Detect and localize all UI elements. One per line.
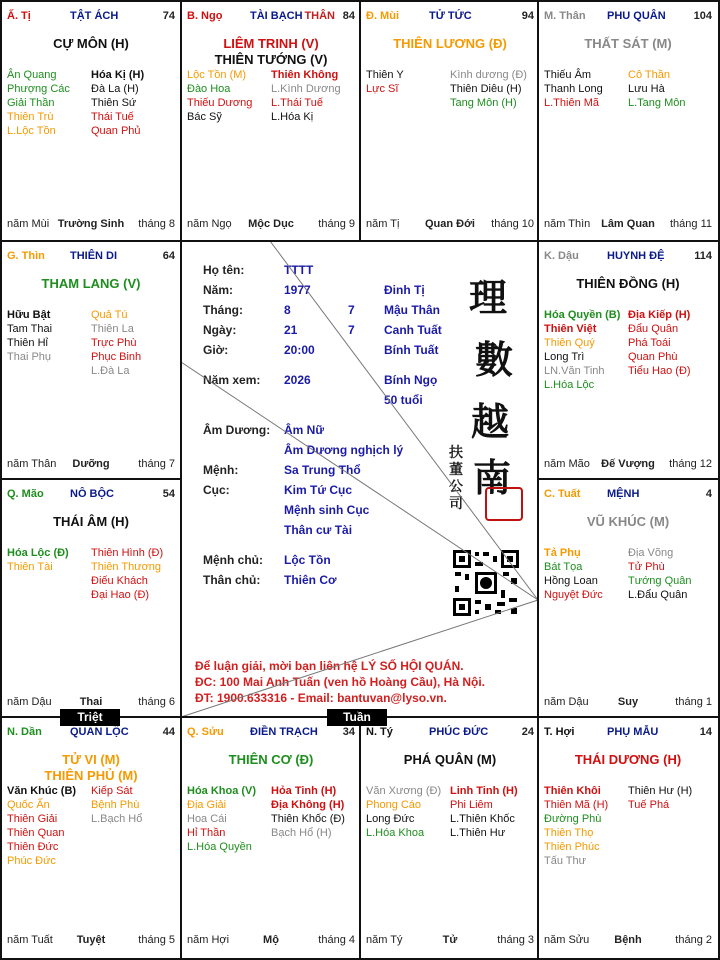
palace-branch: G. Thìn (7, 250, 45, 262)
ho-ten-value: TTTT (284, 263, 314, 277)
minor-star: Hỉ Thần (187, 827, 226, 839)
palace-year: năm Dậu (544, 696, 589, 708)
palace-name: QUAN LỘC (70, 726, 129, 738)
palace-name: NÔ BỘC (70, 488, 114, 500)
palace-month: tháng 6 (138, 696, 175, 708)
palace-age: 24 (521, 726, 534, 738)
am-duong-ly: Âm Dương nghịch lý (284, 443, 404, 457)
minor-star: Hữu Bật (7, 309, 51, 321)
cuc-label: Cục: (203, 483, 230, 497)
minor-star: L.Tang Môn (628, 97, 686, 109)
palace-name: TÀI BẠCH (250, 10, 303, 22)
palace-branch: K. Dậu (544, 250, 579, 262)
menh-value: Sa Trung Thổ (284, 463, 361, 477)
minor-star: Thiên Việt (544, 323, 597, 335)
tuoi-value: 50 tuổi (384, 393, 423, 407)
than-chu-label: Thân chủ: (203, 573, 261, 587)
minor-star: Đường Phù (544, 813, 602, 825)
palace-age: 74 (162, 10, 175, 22)
nam-xem-label: Năm xem: (203, 373, 261, 387)
palace-age: 104 (693, 10, 712, 22)
seal-char-3: 公 (449, 479, 463, 495)
main-star: PHÁ QUÂN (M) (403, 752, 497, 767)
palace-branch: Ấ. Tị (7, 10, 31, 22)
palace-name: TẬT ÁCH (70, 10, 119, 22)
palace-age: 4 (705, 488, 712, 500)
palace-name: TỬ TỨC (429, 10, 472, 22)
palace-year: năm Tị (366, 218, 400, 230)
minor-star: Tang Môn (H) (450, 97, 517, 109)
minor-star: L.Hóa Kị (271, 111, 314, 123)
palace-year: năm Dậu (7, 696, 52, 708)
palace-stage: Mộ (263, 934, 279, 946)
ngay-label: Ngày: (203, 323, 237, 337)
ngay-can-chi: Canh Tuất (384, 323, 442, 337)
connector-line-3 (181, 600, 538, 717)
thang-label: Tháng: (203, 303, 243, 317)
minor-star: L.Bạch Hổ (91, 813, 143, 825)
minor-star: Hóa Lộc (Đ) (7, 547, 69, 559)
grid-line (0, 478, 181, 480)
minor-star: L.Hóa Quyền (187, 841, 252, 853)
palace-year: năm Ngọ (187, 218, 232, 230)
ho-ten-label: Họ tên: (203, 263, 245, 277)
minor-star: Lộc Tồn (M) (187, 69, 247, 81)
palace-month: tháng 12 (669, 458, 712, 470)
minor-star: Tam Thai (7, 323, 53, 335)
palace-branch: Q. Sửu (187, 726, 224, 738)
main-star: THIÊN ĐỒNG (H) (576, 276, 680, 291)
minor-star: Hồng Loan (544, 575, 598, 587)
palace-age: 14 (699, 726, 712, 738)
palace-branch: N. Tý (366, 726, 393, 738)
minor-star: Tả Phụ (544, 547, 581, 559)
than-cu: Thân cư Tài (284, 523, 353, 537)
palace-year: năm Thìn (544, 218, 591, 230)
grid-line (180, 0, 182, 242)
minor-star: Phi Liêm (450, 799, 493, 811)
palace-age: 64 (162, 250, 175, 262)
minor-star: Nguyệt Đức (544, 589, 603, 601)
minor-star: Tuế Phá (628, 799, 670, 811)
palace-branch: M. Thân (544, 10, 586, 22)
minor-star: Thiên Đức (7, 841, 59, 853)
palace-year: năm Thân (7, 458, 57, 470)
seal-char-1: 扶 (449, 445, 463, 461)
palace-month: tháng 11 (669, 218, 712, 230)
palace-stage: Mộc Dục (248, 218, 294, 230)
nam-xem-value: 2026 (284, 373, 311, 387)
minor-star: Thiên La (91, 323, 134, 335)
minor-star: Lực Sĩ (366, 83, 399, 95)
main-star: THẤT SÁT (M) (584, 36, 672, 51)
minor-star: Quốc Ấn (7, 799, 50, 811)
palace-name: HUYNH ĐỆ (607, 250, 665, 262)
palace-month: tháng 4 (318, 934, 355, 946)
palace-name: PHÚC ĐỨC (429, 726, 489, 738)
minor-star: Quan Phù (628, 351, 678, 363)
minor-star: Phượng Các (7, 83, 70, 95)
minor-star: Phúc Đức (7, 855, 56, 867)
calligraphy-char-2: 數 (475, 337, 514, 382)
minor-star: Thiên Quý (544, 337, 595, 349)
grid-line (537, 0, 539, 960)
nam-can-chi: Đinh Tị (384, 283, 425, 297)
contact-line-3: ĐT: 1900.633316 - Email: bantuvan@lyso.vn. (195, 691, 447, 705)
minor-star: Ân Quang (7, 69, 57, 81)
minor-star: Đào Hoa (187, 83, 231, 95)
minor-star: Tấu Thư (544, 855, 587, 867)
grid-line (180, 716, 182, 960)
minor-star: Điếu Khách (91, 575, 148, 587)
main-star: THIÊN PHỦ (M) (44, 768, 138, 783)
nam-label: Năm: (203, 283, 234, 297)
minor-star: Đại Hao (Đ) (91, 589, 150, 601)
palace-month: tháng 7 (138, 458, 175, 470)
palace-stage: Tuyệt (76, 934, 106, 946)
minor-star: Thiên Không (271, 69, 339, 81)
minor-star: Thiên Y (366, 69, 404, 81)
palace-month: tháng 3 (497, 934, 534, 946)
minor-star: Hóa Kị (H) (91, 69, 145, 81)
palace-month: tháng 1 (675, 696, 712, 708)
am-duong-label: Âm Dương: (203, 423, 271, 437)
palace-branch: Q. Mão (7, 488, 44, 500)
minor-star: Cô Thần (628, 69, 670, 81)
thang-duong: 8 (284, 303, 291, 317)
seal-char-2: 董 (449, 462, 463, 478)
minor-star: Thiên Trù (7, 111, 54, 123)
palace-name: PHỤ MẪU (607, 726, 659, 738)
grid-line (538, 478, 720, 480)
palace-branch: Đ. Mùi (366, 10, 399, 22)
grid-line (180, 240, 182, 718)
palace-stage: Bệnh (614, 934, 642, 946)
seal-char-4: 司 (449, 496, 463, 512)
minor-star: Linh Tinh (H) (450, 785, 518, 797)
palace-branch: T. Hợi (544, 726, 575, 738)
nam-xem-can-chi: Bính Ngọ (384, 373, 438, 387)
palace-year: năm Mùi (7, 218, 50, 230)
palace-stage: Lâm Quan (601, 218, 655, 230)
minor-star: Thái Tuế (91, 111, 134, 123)
minor-star: Thiếu Âm (544, 69, 592, 81)
minor-star: Địa Giải (187, 799, 227, 811)
minor-star: LN.Văn Tinh (544, 365, 605, 377)
palace-age: 44 (162, 726, 175, 738)
palace-branch: C. Tuất (544, 488, 581, 500)
minor-star: Phong Cáo (366, 799, 422, 811)
palace-month: tháng 9 (318, 218, 355, 230)
connector-line-2 (181, 362, 538, 600)
palace-branch: B. Ngọ (187, 10, 223, 22)
palace-stage: Dưỡng (72, 458, 110, 470)
minor-star: Tướng Quân (628, 575, 692, 587)
gio-label: Giờ: (203, 343, 229, 357)
minor-star: Thiên Thương (91, 561, 162, 573)
minor-star: Địa Võng (628, 547, 674, 559)
palace-stage: Trường Sinh (57, 218, 125, 230)
minor-star: L.Hóa Lộc (544, 379, 595, 391)
minor-star: Thiên Thọ (544, 827, 594, 839)
minor-star: Thiên Khốc (Đ) (271, 813, 345, 825)
minor-star: Long Đức (366, 813, 415, 825)
than-tag: THÂN (304, 10, 335, 22)
am-duong-value: Âm Nữ (284, 423, 325, 437)
ngay-duong: 21 (284, 323, 298, 337)
palace-stage: Quan Đới (425, 218, 475, 230)
palace-name: THIÊN DI (70, 250, 118, 262)
minor-star: Phá Toái (628, 337, 671, 349)
contact-line-1: Để luận giải, mời bạn liên hệ LÝ SỐ HỘI QUÁN. (195, 659, 464, 673)
minor-star: Thiên Phúc (544, 841, 600, 853)
minor-star: Hóa Khoa (V) (187, 785, 257, 797)
palace-year: năm Tuất (7, 934, 53, 946)
cuc-value: Kim Tứ Cục (284, 483, 353, 497)
menh-chu-value: Lộc Tồn (284, 553, 331, 567)
menh-chu-label: Mệnh chủ: (203, 553, 263, 567)
main-star: THIÊN LƯƠNG (Đ) (393, 36, 507, 51)
ngay-am: 7 (348, 323, 355, 337)
palace-age: 84 (342, 10, 355, 22)
minor-star: Thiên Hình (Đ) (91, 547, 164, 559)
palace-month: tháng 10 (491, 218, 534, 230)
minor-star: Kiếp Sát (91, 785, 133, 797)
minor-star: Đẩu Quân (628, 323, 679, 335)
cuc-relation: Mệnh sinh Cục (284, 503, 370, 517)
minor-star: Thiên Giải (7, 813, 58, 825)
palace-year: năm Tý (366, 934, 403, 946)
minor-star: L.Thiên Mã (544, 97, 600, 109)
minor-star: Quan Phủ (91, 125, 141, 137)
minor-star: Thanh Long (544, 83, 603, 95)
palace-month: tháng 5 (138, 934, 175, 946)
minor-star: L.Hóa Khoa (366, 827, 425, 839)
minor-star: L.Thái Tuế (271, 97, 323, 109)
grid-line (0, 0, 2, 960)
palace-month: tháng 2 (675, 934, 712, 946)
minor-star: Lưu Hà (628, 83, 665, 95)
minor-star: Thiên Sứ (91, 97, 137, 109)
minor-star: Trực Phù (91, 337, 137, 349)
minor-star: Thiên Hư (H) (628, 785, 693, 797)
minor-star: Bát Tọa (544, 561, 583, 573)
minor-star: Hỏa Tinh (H) (271, 785, 337, 797)
palace-month: tháng 8 (138, 218, 175, 230)
minor-star: L.Đà La (91, 365, 130, 377)
main-star: THÁI DƯƠNG (H) (574, 752, 682, 767)
minor-star: Văn Khúc (B) (7, 785, 77, 797)
palace-age: 94 (521, 10, 534, 22)
minor-star: Quả Tú (91, 309, 128, 321)
main-star: THIÊN CƠ (Đ) (228, 752, 314, 767)
minor-star: Địa Kiếp (H) (628, 309, 691, 321)
than-chu-value: Thiên Cơ (284, 573, 337, 587)
palace-stage: Suy (617, 696, 639, 708)
minor-star: Kình dương (Đ) (450, 69, 527, 81)
tuan-badge: Tuần (327, 709, 387, 726)
minor-star: L.Kình Dương (271, 83, 341, 95)
minor-star: Bạch Hổ (H) (271, 827, 332, 839)
main-star: THAM LANG (V) (41, 276, 141, 291)
palace-year: năm Mão (544, 458, 590, 470)
minor-star: Bệnh Phù (91, 799, 140, 811)
minor-star: Thiên Khôi (544, 785, 601, 797)
menh-label: Mệnh: (203, 463, 239, 477)
palace-age: 34 (342, 726, 355, 738)
palace-stage: Thai (79, 696, 103, 708)
main-star: CỰ MÔN (H) (53, 36, 129, 51)
minor-star: L.Thiên Khốc (450, 813, 515, 825)
main-star: THIÊN TƯỚNG (V) (214, 52, 328, 67)
minor-star: Thiên Diêu (H) (450, 83, 522, 95)
main-star: VŨ KHÚC (M) (586, 514, 670, 529)
main-star: LIÊM TRINH (V) (223, 36, 319, 51)
minor-star: L.Thiên Hư (450, 827, 506, 839)
palace-name: MỆNH (607, 488, 640, 500)
gio-can-chi: Bính Tuất (384, 343, 439, 357)
contact-line-2: ĐC: 100 Mai Anh Tuấn (ven hồ Hoàng Cầu), Hà Nội. (195, 675, 486, 689)
minor-star: Phục Binh (91, 351, 142, 363)
triet-badge: Triệt (60, 709, 120, 726)
minor-star: L.Đẩu Quân (628, 589, 688, 601)
main-star: THÁI ÂM (H) (53, 514, 129, 529)
minor-star: Tử Phù (628, 561, 665, 573)
palace-branch: N. Dần (7, 726, 42, 738)
thang-can-chi: Mậu Thân (384, 303, 440, 317)
main-star: TỬ VI (M) (62, 752, 120, 767)
palace-name: ĐIỀN TRẠCH (250, 726, 318, 738)
minor-star: Văn Xương (Đ) (366, 785, 442, 797)
calligraphy-char-1: 理 (469, 275, 508, 320)
palace-stage: Tử (442, 934, 458, 946)
minor-star: Thiếu Dương (187, 97, 253, 109)
palace-age: 54 (162, 488, 175, 500)
minor-star: Long Trì (544, 351, 585, 363)
minor-star: Tiểu Hao (Đ) (628, 365, 691, 377)
minor-star: Hoa Cái (187, 813, 227, 825)
calligraphy-char-3: 越 (471, 399, 510, 444)
minor-star: Thiên Hỉ (7, 337, 48, 349)
palace-age: 114 (694, 250, 712, 262)
grid-line (359, 716, 361, 960)
minor-star: Giải Thần (7, 97, 55, 109)
grid-line (359, 0, 361, 242)
minor-star: Đà La (H) (91, 83, 139, 95)
minor-star: Địa Không (H) (271, 799, 345, 811)
connector-line-1 (270, 241, 538, 600)
minor-star: Thiên Mã (H) (544, 799, 609, 811)
calligraphy-char-4: 南 (473, 455, 512, 500)
gio-value: 20:00 (284, 343, 315, 357)
nam-value: 1977 (284, 283, 311, 297)
palace-year: năm Hợi (187, 934, 230, 946)
minor-star: Hóa Quyền (B) (544, 309, 621, 321)
palace-name: PHU QUÂN (607, 10, 666, 22)
minor-star: Thiên Quan (7, 827, 65, 839)
minor-star: Thiên Tài (7, 561, 53, 573)
thang-am: 7 (348, 303, 355, 317)
minor-star: L.Lộc Tồn (7, 125, 56, 137)
minor-star: Thai Phụ (7, 351, 52, 363)
palace-stage: Đế Vượng (601, 458, 655, 470)
minor-star: Bác Sỹ (187, 111, 222, 123)
palace-year: năm Sửu (544, 934, 590, 946)
